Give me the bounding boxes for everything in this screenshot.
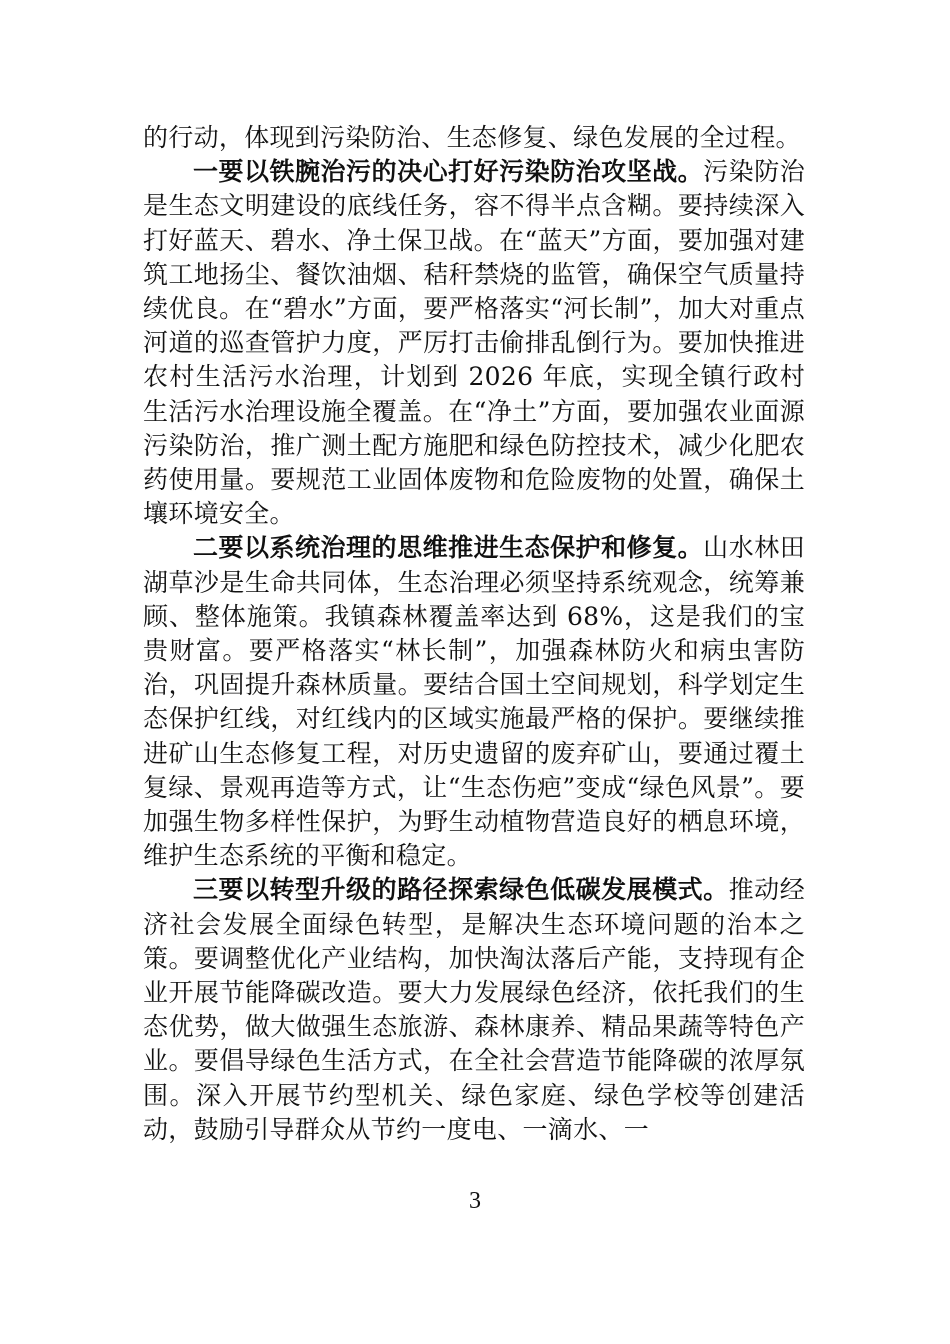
paragraph-continuation xyxy=(143,121,805,155)
paragraph-pollution-control xyxy=(143,155,805,531)
page-number: 3 xyxy=(469,1188,481,1214)
document-body xyxy=(143,121,805,1147)
paragraph-text: 推动经济社会发展全面绿色转型，是解决生态环境问题的治本之策。要调整优化产业结构，加快淘汰落后产能，支持现有企业开展节能降碳改造。要大力发展绿色经济，依托我们的生态优势，做大做强生态旅游、森林康养、精品果蔬等特色产业。要倡导绿色生活方式，在全社会营造节能降碳的浓厚氛围。深入开展节约型机关、绿色家庭、绿色学校等创建活动，鼓励引导群众从节约一度电、一滴水、一 xyxy=(143,875,805,1144)
paragraph-lead-heading: 一要以铁腕治污的决心打好污染防治攻坚战。 xyxy=(193,157,704,187)
paragraph-text: 污染防治是生态文明建设的底线任务，容不得半点含糊。要持续深入打好蓝天、碧水、净土保卫战。在“蓝天”方面，要加强对建筑工地扬尘、餐饮油烟、秸秆禁烧的监管，确保空气质量持续优良。在“碧水”方面，要严格落实“河长制”，加大对重点河道的巡查管护力度，严厉打击偷排乱倒行为。要加快推进农村生活污水治理，计划到 2026 年底，实现全镇行政村生活污水治理设施全覆盖。在“净土”方面，要加强农业面源污染防治，推广测土配方施肥和绿色防控技术，减少化肥农药使用量。要规范工业固体废物和危险废物的处置，确保土壤环境安全。 xyxy=(143,157,805,529)
paragraph-text: 山水林田湖草沙是生命共同体，生态治理必须坚持系统观念，统筹兼顾、整体施策。我镇森林覆盖率达到 68%，这是我们的宝贵财富。要严格落实“林长制”，加强森林防火和病虫害防治，巩固提升森林质量。要结合国土空间规划，科学划定生态保护红线，对红线内的区域实施最严格的保护。要继续推进矿山生态修复工程，对历史遗留的废弃矿山，要通过覆土复绿、景观再造等方式，让“生态伤疤”变成“绿色风景”。要加强生物多样性保护，为野生动植物营造良好的栖息环境，维护生态系统的平衡和稳定。 xyxy=(143,533,805,871)
paragraph-ecological-protection xyxy=(143,531,805,873)
paragraph-lead-heading: 三要以转型升级的路径探索绿色低碳发展模式。 xyxy=(193,875,729,905)
paragraph-lead-heading: 二要以系统治理的思维推进生态保护和修复。 xyxy=(193,533,704,563)
paragraph-text: 的行动，体现到污染防治、生态修复、绿色发展的全过程。 xyxy=(143,123,801,152)
paragraph-green-development xyxy=(143,873,805,1147)
